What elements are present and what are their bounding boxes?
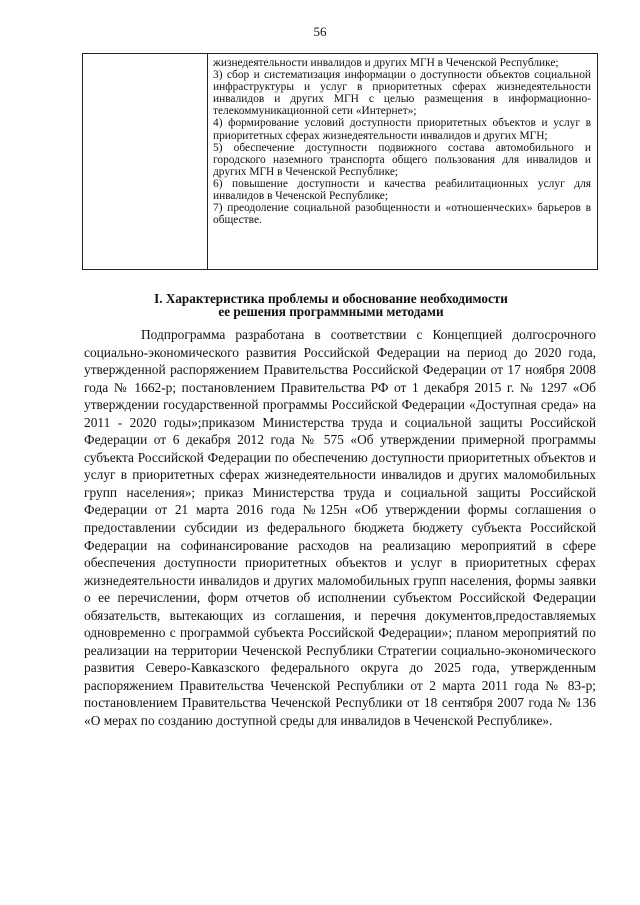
table-line: 4) формирование условий доступности приоритетных объектов и услуг в приоритетных сферах жизнедеятельности инвалидов и других МГН; [213,117,591,142]
table-line: 5) обеспечение доступности подвижного состава автомобильного и городского наземного транспорта общего пользования для инвалидов и других МГН в Чеченской Республике; [213,141,591,178]
table-line: 6) повышение доступности и качества реабилитационных услуг для инвалидов в Чеченской Республике; [213,177,591,203]
body-text [84,326,596,730]
section-heading-line1: I. Характеристика проблемы и обоснование необходимости [154,291,508,306]
table-left-cell [83,54,207,269]
table-line: 3) сбор и систематизация информации о доступности объектов социальной инфраструктуры и услуг в приоритетных сферах жизнедеятельности инвалидов и других МГН с целью размещения в информационно-телекоммуникационной сети «Интернет»; [213,69,591,118]
table-right-cell [213,57,591,226]
body-paragraph: Подпрограмма разработана в соответствии с Концепцией долгосрочного социально-экономического развития Российской Федерации на период до 2020 года, утвержденной распоряжением Правительства Российской Федерации от 17 ноября 2008 года № 1662-р; постановлением Правительства РФ от 1 декабря 2015 г. № 1297 «Об утверждении государственной программы Российской Федерации «Доступная среда» на 2011 - 2020 годы»;приказом Министерства труда и социальной защиты Российской Федерации от 6 декабря 2012 года № 575 «Об утверждении примерной программы субъекта Российской Федерации по обеспечению доступности приоритетных объектов и услуг в приоритетных сферах жизнедеятельности инвалидов и других маломобильных групп населения»; приказ Министерства труда и социальной защиты Российской Федерации от 21 марта 2016 года №125н «Об утверждении формы соглашения о предоставлении субсидии из федерального бюджета бюджету субъекта Российской Федерации на софинансирование расходов на реализацию мероприятий в сфере обеспечения доступности приоритетных объектов и услуг в приоритетных сферах жизнедеятельности инвалидов и других маломобильных групп населения, формы заявки о ее перечислении, форм отчетов об исполнении субъектом Российской Федерации обязательств, вытекающих из соглашения, и перечня документов,предоставляемых одновременно с программой субъекта Российской Федерации»; планом мероприятий по реализации на территории Чеченской Республики Стратегии социально-экономического развития Северо-Кавказского федерального округа до 2025 года, утвержденным распоряжением Правительства Чеченской Республики от 2 марта 2011 года № 83-р; постановлением Правительства Чеченской Республики от 18 сентября 2007 года № 136 «О мерах по созданию доступной среды для инвалидов в Чеченской Республике». [84,327,596,729]
continuation-table [82,53,598,270]
section-heading [96,293,566,318]
table-column-divider [207,54,208,269]
page-number: 56 [313,24,327,39]
section-heading-line2: ее решения программными методами [218,303,444,319]
table-line: 7) преодоление социальной разобщенности и «отношенческих» барьеров в обществе. [213,202,591,227]
table-line: жизнедеятельности инвалидов и других МГН в Чеченской Республике; [213,57,559,69]
